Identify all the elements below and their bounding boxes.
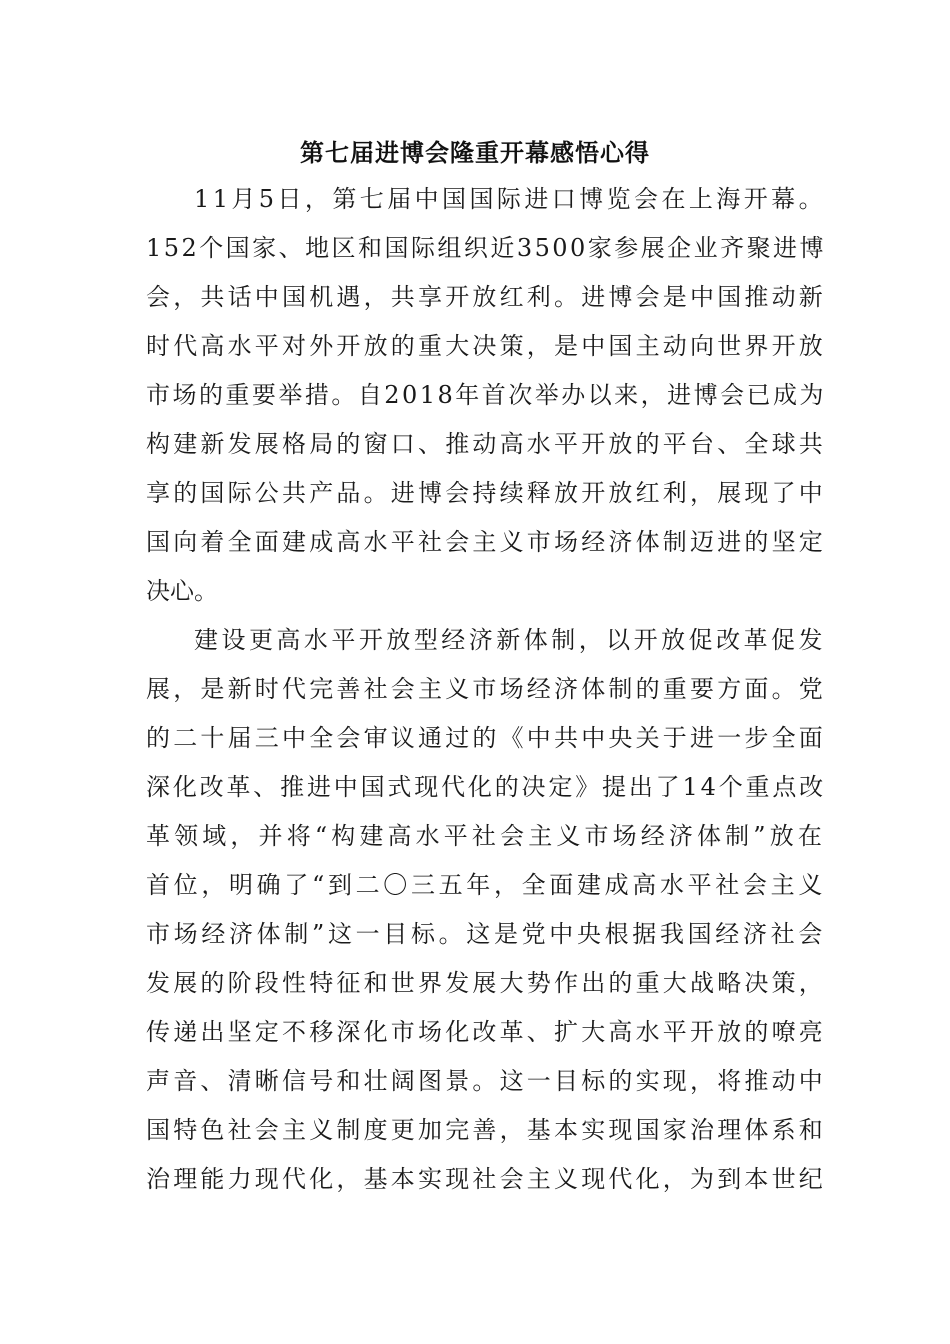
body-text-line: 11月5日，第七届中国国际进口博览会在上海开幕。: [194, 185, 826, 213]
body-text-line: 构建新发展格局的窗口、推动高水平开放的平台、全球共: [146, 430, 826, 458]
body-text-line: 市场的重要举措。自2018年首次举办以来，进博会已成为: [146, 381, 826, 409]
body-text-line: 建设更高水平开放型经济新体制，以开放促改革促发: [194, 626, 826, 654]
body-text-line: 国特色社会主义制度更加完善，基本实现国家治理体系和: [146, 1116, 826, 1144]
body-text-line: 发展的阶段性特征和世界发展大势作出的重大战略决策，: [146, 969, 826, 997]
body-text-line: 时代高水平对外开放的重大决策，是中国主动向世界开放: [146, 332, 826, 360]
body-text-line: 革领域，并将“构建高水平社会主义市场经济体制”放在: [146, 822, 826, 850]
document-title: 第七届进博会隆重开幕感悟心得: [300, 138, 650, 167]
body-text-line: 国向着全面建成高水平社会主义市场经济体制迈进的坚定: [146, 528, 826, 556]
body-text-line: 152个国家、地区和国际组织近3500家参展企业齐聚进博: [146, 234, 826, 262]
body-text-line: 享的国际公共产品。进博会持续释放开放红利，展现了中: [146, 479, 826, 507]
body-text-line: 市场经济体制”这一目标。这是党中央根据我国经济社会: [146, 920, 826, 948]
body-text-line: 治理能力现代化，基本实现社会主义现代化，为到本世纪: [146, 1165, 826, 1193]
body-text-line: 展，是新时代完善社会主义市场经济体制的重要方面。党: [146, 675, 826, 703]
body-text-line: 的二十届三中全会审议通过的《中共中央关于进一步全面: [146, 724, 826, 752]
body-text-line: 声音、清晰信号和壮阔图景。这一目标的实现，将推动中: [146, 1067, 826, 1095]
body-text-line: 决心。: [146, 577, 218, 605]
body-text-line: 会，共话中国机遇，共享开放红利。进博会是中国推动新: [146, 283, 826, 311]
body-text-line: 深化改革、推进中国式现代化的决定》提出了14个重点改: [146, 773, 826, 801]
body-text-line: 首位，明确了“到二〇三五年，全面建成高水平社会主义: [146, 871, 826, 899]
body-text-line: 传递出坚定不移深化市场化改革、扩大高水平开放的嘹亮: [146, 1018, 826, 1046]
